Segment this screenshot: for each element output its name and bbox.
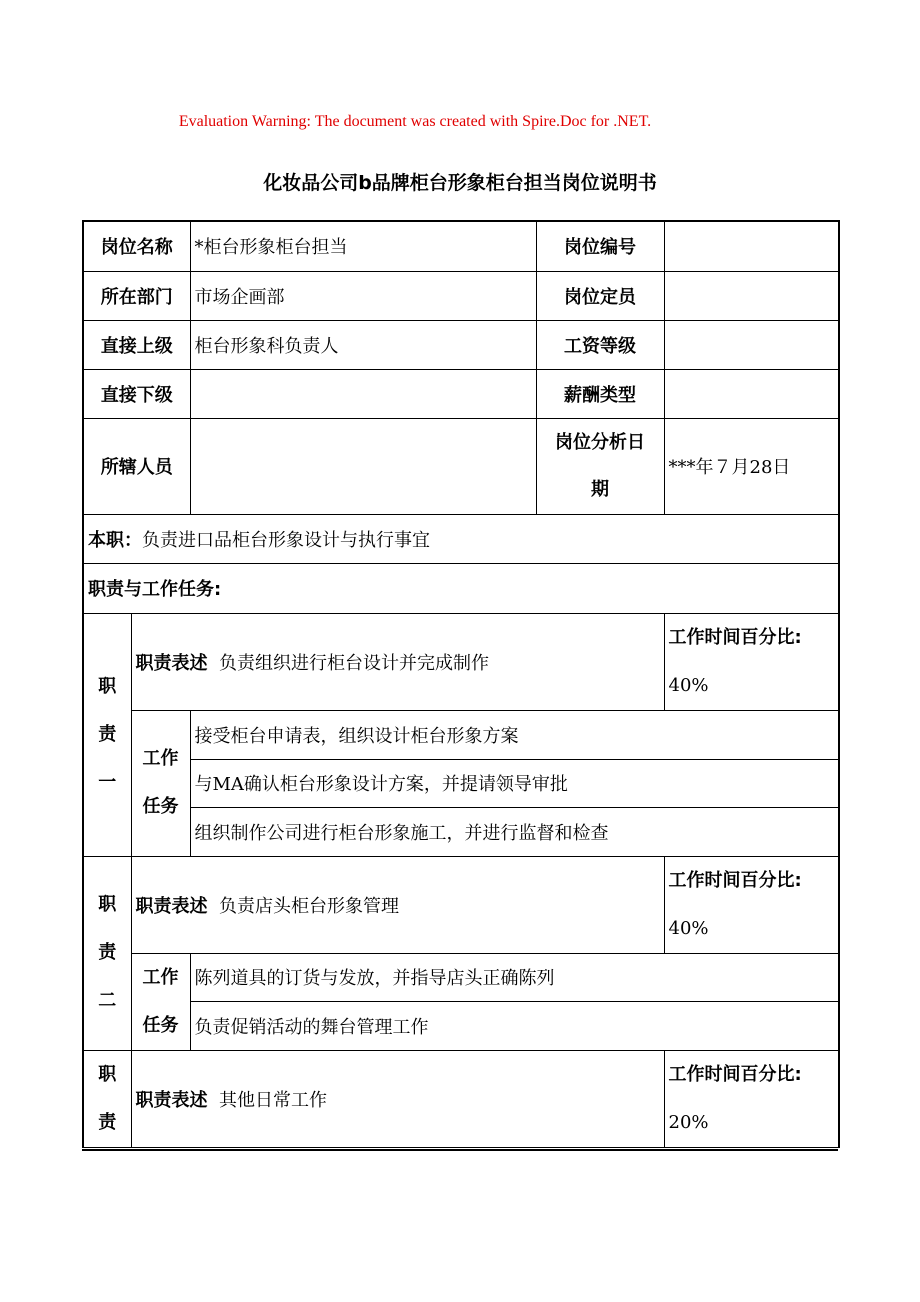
duty-1-desc <box>131 613 664 710</box>
info-row-subordinate <box>83 369 839 418</box>
pay-type-value <box>664 369 839 418</box>
main-duty-value: 负责进口品柜台形象设计与执行事宜 <box>142 529 430 551</box>
duty-1-percentage <box>664 613 839 710</box>
staff-value <box>190 418 536 514</box>
duty-1-desc-row <box>83 613 839 710</box>
subordinate-label: 直接下级 <box>83 369 190 418</box>
pay-type-label: 薪酬类型 <box>536 369 664 418</box>
duty-3-percentage <box>664 1050 839 1147</box>
duty-3-desc-row <box>83 1050 839 1147</box>
position-name-label: 岗位名称 <box>83 221 190 271</box>
duty-3-desc <box>131 1050 664 1147</box>
duty-2-task-row-2 <box>83 1001 839 1050</box>
position-name-value: *柜台形象柜台担当 <box>190 221 536 271</box>
duty-1-pct-value: 40% <box>668 674 709 696</box>
subordinate-value <box>190 369 536 418</box>
duty-3-pct-label: 工作时间百分比: <box>668 1063 802 1085</box>
duty-1-task-row-1 <box>83 710 839 759</box>
duty-3-side-char-1: 职 <box>98 1063 117 1085</box>
duty-2-side-label <box>83 856 131 1050</box>
salary-grade-label: 工资等级 <box>536 320 664 369</box>
duty-2-percentage <box>664 856 839 953</box>
duties-header-row <box>83 563 839 613</box>
duty-2-tasks-label <box>131 953 190 1050</box>
duty-2-tasks-label-line-2: 任务 <box>142 1014 179 1036</box>
superior-value: 柜台形象科负责人 <box>190 320 536 369</box>
main-duty-row <box>83 514 839 563</box>
duty-2-pct-label: 工作时间百分比: <box>668 869 802 891</box>
duty-2-tasks-label-line-1: 工作 <box>142 966 179 988</box>
superior-label: 直接上级 <box>83 320 190 369</box>
evaluation-warning: Evaluation Warning: The document was created with Spire.Doc for .NET. <box>178 113 652 130</box>
duty-1-pct-label: 工作时间百分比: <box>668 626 802 648</box>
staff-label: 所辖人员 <box>83 418 190 514</box>
headcount-label: 岗位定员 <box>536 271 664 320</box>
duty-2-desc-value: 负责店头柜台形象管理 <box>218 895 399 917</box>
duty-2-desc-label: 职责表述 <box>135 895 208 917</box>
duty-2-task-2: 负责促销活动的舞台管理工作 <box>190 1001 839 1050</box>
department-label: 所在部门 <box>83 271 190 320</box>
position-code-label: 岗位编号 <box>536 221 664 271</box>
duty-1-task-2: 与MA确认柜台形象设计方案，并提请领导审批 <box>190 759 839 807</box>
duty-1-task-row-3 <box>83 807 839 856</box>
analysis-date-label-line-2: 期 <box>591 479 609 500</box>
duty-3-desc-value: 其他日常工作 <box>218 1089 327 1111</box>
job-description-table <box>82 220 840 1148</box>
duty-1-desc-label: 职责表述 <box>135 652 208 674</box>
duty-1-task-1: 接受柜台申请表，组织设计柜台形象方案 <box>190 710 839 759</box>
main-duty-cell <box>83 514 839 563</box>
main-duty-label: 本职： <box>88 529 142 551</box>
duty-2-pct-value: 40% <box>668 917 709 939</box>
duty-3-desc-label: 职责表述 <box>135 1089 208 1111</box>
table-bottom-border <box>82 1149 838 1151</box>
duty-1-side-char-1: 职 <box>98 675 117 697</box>
duty-2-side-char-3: 二 <box>98 990 117 1011</box>
position-code-value <box>664 221 839 271</box>
info-row-superior <box>83 320 839 369</box>
duty-1-side-label <box>83 613 131 856</box>
department-value: 市场企画部 <box>190 271 536 320</box>
salary-grade-value <box>664 320 839 369</box>
analysis-date-label-line-1: 岗位分析日 <box>555 432 645 453</box>
analysis-date-value: ***年７月28日 <box>664 418 839 514</box>
duty-1-side-char-2: 责 <box>98 723 117 745</box>
duty-1-desc-value: 负责组织进行柜台设计并完成制作 <box>218 652 489 674</box>
duty-1-tasks-label-line-1: 工作 <box>142 748 179 769</box>
duty-2-desc-row <box>83 856 839 953</box>
duties-header: 职责与工作任务: <box>83 563 839 613</box>
info-row-position-name <box>83 221 839 271</box>
duty-3-pct-value: 20% <box>668 1111 709 1133</box>
duty-1-tasks-label-line-2: 任务 <box>142 796 179 817</box>
duty-2-side-char-2: 责 <box>98 942 117 963</box>
duty-2-desc <box>131 856 664 953</box>
document-title: 化妆品公司b品牌柜台形象柜台担当岗位说明书 <box>263 172 657 194</box>
duty-1-side-char-3: 一 <box>98 771 117 793</box>
duty-3-side-char-2: 责 <box>98 1111 117 1133</box>
duty-1-tasks-label <box>131 710 190 856</box>
duty-2-task-row-1 <box>83 953 839 1001</box>
duty-2-task-1: 陈列道具的订货与发放，并指导店头正确陈列 <box>190 953 839 1001</box>
info-row-department <box>83 271 839 320</box>
headcount-value <box>664 271 839 320</box>
info-row-staff <box>83 418 839 514</box>
duty-1-task-3: 组织制作公司进行柜台形象施工，并进行监督和检查 <box>190 807 839 856</box>
duty-1-task-row-2 <box>83 759 839 807</box>
duty-2-side-char-1: 职 <box>98 894 117 915</box>
duty-3-side-label <box>83 1050 131 1147</box>
analysis-date-label <box>536 418 664 514</box>
